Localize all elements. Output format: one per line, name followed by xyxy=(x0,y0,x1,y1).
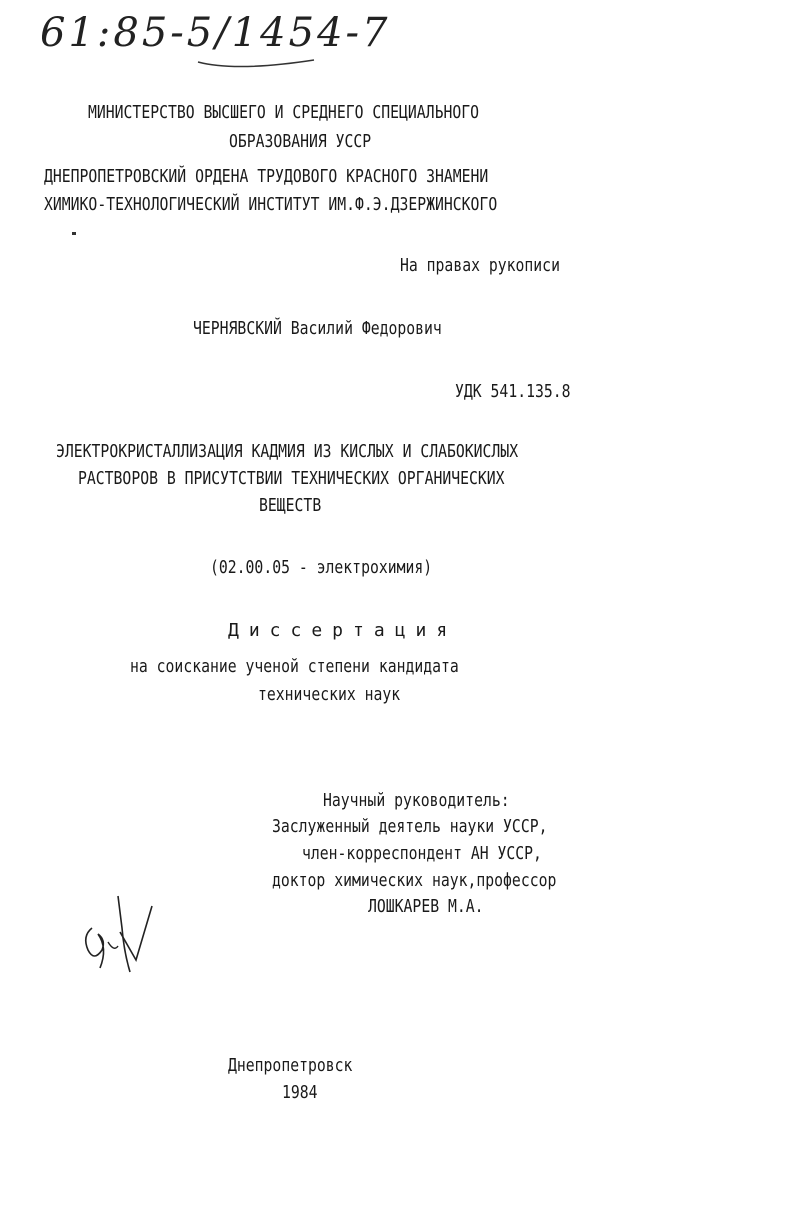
author-name: ЧЕРНЯВСКИЙ Василий Федорович xyxy=(193,318,442,339)
supervisor-heading: Научный руководитель: xyxy=(323,790,510,811)
dissertation-label: Диссертация xyxy=(228,620,458,641)
ministry-line-2: ОБРАЗОВАНИЯ УССР xyxy=(229,131,372,152)
institute-line-1: ДНЕПРОПЕТРОВСКИЙ ОРДЕНА ТРУДОВОГО КРАСНОГО ЗНАМЕНИ xyxy=(44,166,489,187)
year: 1984 xyxy=(282,1082,318,1103)
ministry-line-1: МИНИСТЕРСТВО ВЫСШЕГО И СРЕДНЕГО СПЕЦИАЛЬНОГО xyxy=(88,102,479,123)
degree-line-1: на соискание ученой степени кандидата xyxy=(130,656,459,677)
handwritten-underline xyxy=(196,58,316,74)
title-line-1: ЭЛЕКТРОКРИСТАЛЛИЗАЦИЯ КАДМИЯ ИЗ КИСЛЫХ И СЛАБОКИСЛЫХ xyxy=(56,441,519,462)
degree-line-2: технических наук xyxy=(258,684,401,705)
handwritten-signature xyxy=(78,888,168,978)
supervisor-line-3: доктор химических наук,профессор xyxy=(272,870,557,891)
manuscript-rights: На правах рукописи xyxy=(400,255,560,276)
supervisor-line-2: член-корреспондент АН УССР, xyxy=(302,843,542,864)
city: Днепропетровск xyxy=(228,1055,353,1076)
ink-mark xyxy=(72,232,76,235)
title-line-2: РАСТВОРОВ В ПРИСУТСТВИИ ТЕХНИЧЕСКИХ ОРГАНИЧЕСКИХ xyxy=(78,468,505,489)
title-line-3: ВЕЩЕСТВ xyxy=(259,495,322,516)
supervisor-name: ЛОШКАРЕВ М.А. xyxy=(368,896,484,917)
archive-code: 61:85-5/1454-7 xyxy=(40,10,391,56)
institute-line-2: ХИМИКО-ТЕХНОЛОГИЧЕСКИЙ ИНСТИТУТ ИМ.Ф.Э.ДЗЕРЖИНСКОГО xyxy=(44,194,498,215)
udk-code: УДК 541.135.8 xyxy=(455,381,571,402)
specialty-code: (02.00.05 - электрохимия) xyxy=(210,557,433,578)
supervisor-line-1: Заслуженный деятель науки УССР, xyxy=(272,816,548,837)
